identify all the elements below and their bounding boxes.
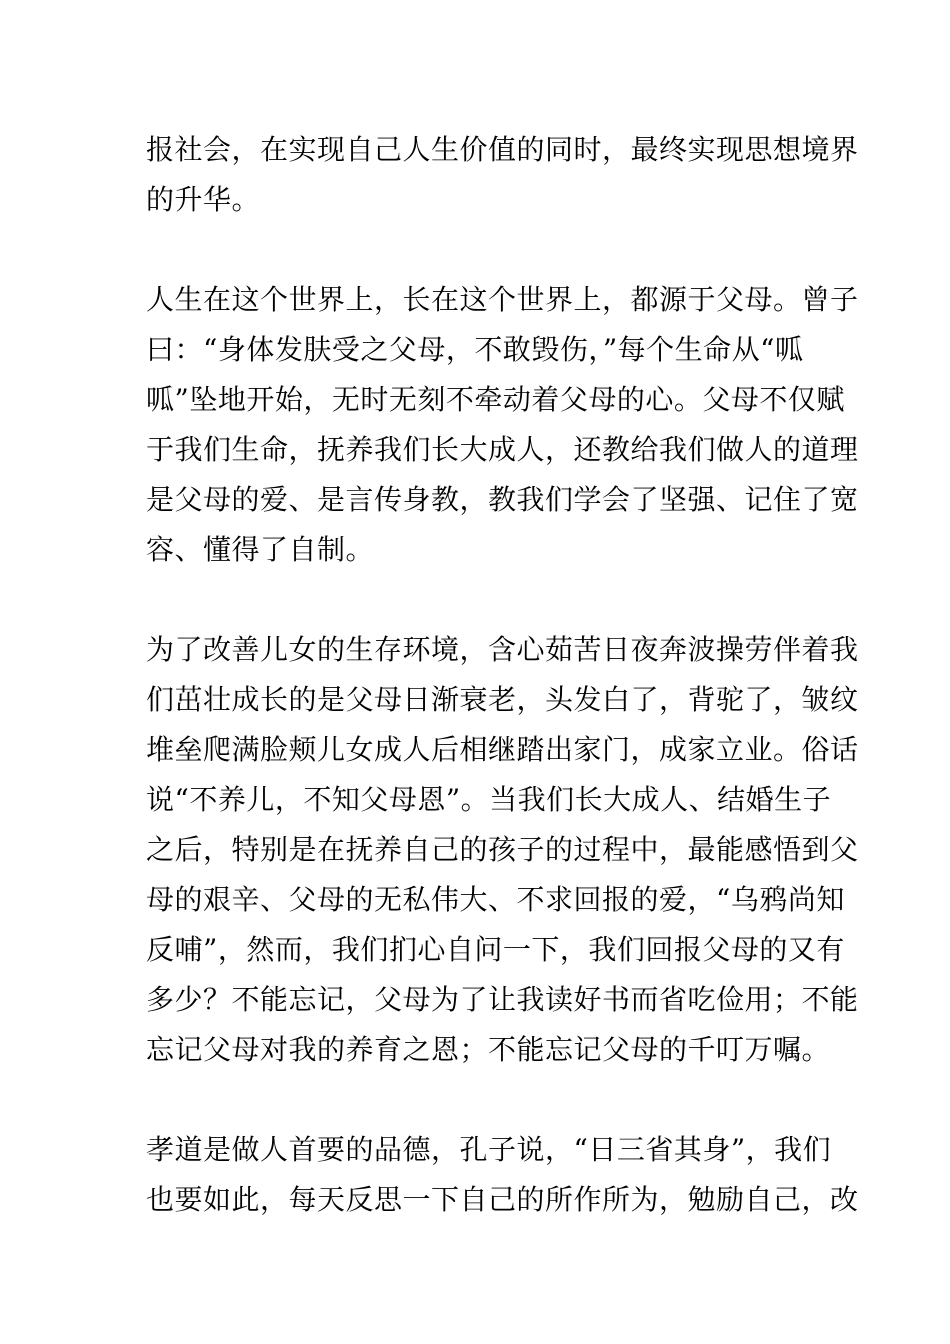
text-line: 说“不养儿，不知父母恩”。当我们长大成人、结婚生子 (146, 783, 832, 816)
text-line: 反哺”，然而，我们扪心自问一下，我们回报父母的又有 (146, 933, 845, 966)
text-line: 们茁壮成长的是父母日渐衰老，头发白了，背驼了，皱纹 (146, 683, 859, 716)
text-line: 母的艰辛、父母的无私伟大、不求回报的爱，“乌鸦尚知 (146, 883, 845, 916)
text-line: 是父母的爱、是言传身教，教我们学会了坚强、记住了宽 (146, 483, 859, 516)
text-line: 忘记父母对我的养育之恩；不能忘记父母的千叮万嘱。 (146, 1033, 831, 1066)
text-line: 呱”坠地开始，无时无刻不牵动着父母的心。父母不仅赋 (146, 383, 845, 416)
text-line: 于我们生命，抚养我们长大成人，还教给我们做人的道理 (146, 433, 859, 466)
text-line: 孝道是做人首要的品德，孔子说，“日三省其身”，我们 (146, 1133, 832, 1166)
text-line: 为了改善儿女的生存环境，含心茹苦日夜奔波操劳伴着我 (146, 633, 859, 666)
text-line: 曰：“身体发肤受之父母，不敢毁伤，”每个生命从“呱 (146, 333, 804, 366)
text-line: 之后，特别是在抚养自己的孩子的过程中，最能感悟到父 (146, 833, 859, 866)
text-line: 人生在这个世界上，长在这个世界上，都源于父母。曾子 (146, 283, 859, 316)
text-line: 容、懂得了自制。 (146, 533, 375, 566)
text-line: 堆垒爬满脸颊儿女成人后相继踏出家门，成家立业。俗话 (146, 733, 859, 766)
text-line: 的升华。 (146, 183, 261, 216)
text-line: 报社会，在实现自己人生价值的同时，最终实现思想境界 (146, 133, 859, 166)
text-line: 多少？不能忘记，父母为了让我读好书而省吃俭用；不能 (146, 983, 859, 1016)
text-line: 也要如此，每天反思一下自己的所作所为，勉励自己，改 (146, 1183, 859, 1216)
